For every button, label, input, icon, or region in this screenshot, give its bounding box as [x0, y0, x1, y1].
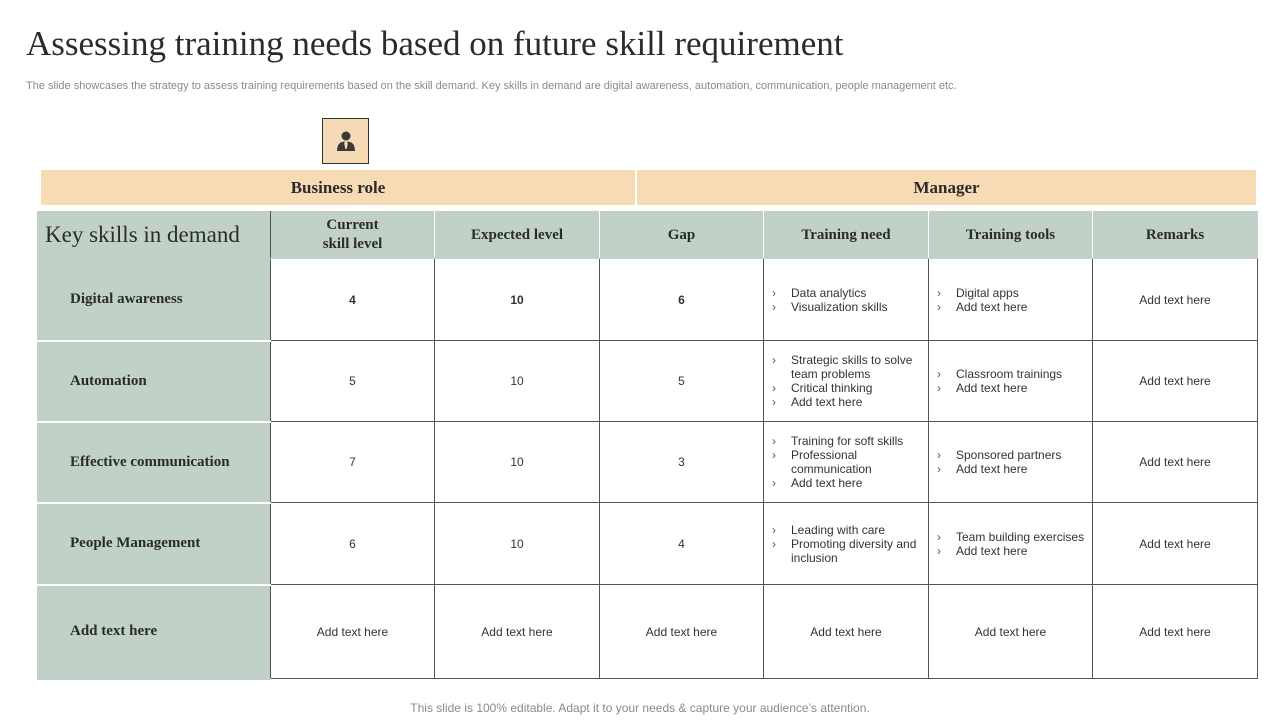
- training-tools: Add text here: [929, 585, 1093, 679]
- training-tools: [929, 422, 1093, 503]
- slide-footer: This slide is 100% editable. Adapt it to your needs & capture your audience’s attention.: [410, 701, 870, 715]
- column-header-current-skill-label: Current skill level: [322, 217, 383, 252]
- training-tools: [929, 341, 1093, 422]
- training-tool-item: › Add text here: [937, 462, 1086, 476]
- business-role-label: Business role: [41, 170, 637, 205]
- skill-name: Automation: [38, 341, 271, 422]
- training-need: Add text here: [764, 585, 929, 679]
- expected-level: 10: [435, 341, 600, 422]
- column-header-training-need: Training need: [764, 212, 929, 259]
- column-header-training-tools: Training tools: [929, 212, 1093, 259]
- gap-value: Add text here: [600, 585, 764, 679]
- training-need-item: › Visualization skills: [772, 300, 922, 314]
- table-row: [38, 259, 1258, 341]
- gap-value: 5: [600, 341, 764, 422]
- skill-name: Add text here: [38, 585, 271, 679]
- training-need-item: › Strategic skills to solve team problems: [772, 353, 922, 381]
- training-need-item: › Professional communication: [772, 448, 922, 476]
- column-header-current-skill: [271, 212, 435, 259]
- current-level: 7: [271, 422, 435, 503]
- training-need: [764, 503, 929, 585]
- expected-level: Add text here: [435, 585, 600, 679]
- current-level: 5: [271, 341, 435, 422]
- column-header-expected-level: Expected level: [435, 212, 600, 259]
- current-level: 4: [271, 259, 435, 341]
- skill-name: Digital awareness: [38, 259, 271, 341]
- column-header-key-skills: Key skills in demand: [38, 212, 271, 259]
- column-header-gap: Gap: [600, 212, 764, 259]
- expected-level: 10: [435, 422, 600, 503]
- table-row: [38, 503, 1258, 585]
- training-need-item: › Critical thinking: [772, 381, 922, 395]
- gap-value: 3: [600, 422, 764, 503]
- training-need: [764, 259, 929, 341]
- skill-name: People Management: [38, 503, 271, 585]
- training-need-item: › Promoting diversity and inclusion: [772, 537, 922, 565]
- remarks: Add text here: [1093, 422, 1258, 503]
- skills-table: [37, 211, 1258, 680]
- table-row: [38, 422, 1258, 503]
- training-need-item: › Add text here: [772, 395, 922, 409]
- remarks: Add text here: [1093, 585, 1258, 679]
- training-tools: [929, 503, 1093, 585]
- training-tool-item: › Add text here: [937, 544, 1086, 558]
- gap-value: 6: [600, 259, 764, 341]
- expected-level: 10: [435, 503, 600, 585]
- training-need-item: › Add text here: [772, 476, 922, 490]
- table-header-row: [38, 212, 1258, 259]
- current-level: Add text here: [271, 585, 435, 679]
- training-tool-item: › Add text here: [937, 300, 1086, 314]
- remarks: Add text here: [1093, 259, 1258, 341]
- remarks: Add text here: [1093, 503, 1258, 585]
- training-tools: [929, 259, 1093, 341]
- icon-box: [322, 118, 369, 164]
- table-row: [38, 341, 1258, 422]
- training-need-item: › Training for soft skills: [772, 434, 922, 448]
- training-need: [764, 341, 929, 422]
- training-need-item: › Data analytics: [772, 286, 922, 300]
- gap-value: 4: [600, 503, 764, 585]
- manager-label: Manager: [913, 177, 980, 197]
- person-tie-icon: [335, 130, 357, 152]
- slide-subtitle: The slide showcases the strategy to assess training requirements based on the skill demand. Key skills in demand are digital awareness, automation, communication, people management etc.: [26, 80, 957, 92]
- training-tool-item: › Team building exercises: [937, 530, 1086, 544]
- current-level: 6: [271, 503, 435, 585]
- training-tool-item: › Add text here: [937, 381, 1086, 395]
- expected-level: 10: [435, 259, 600, 341]
- training-tool-item: › Sponsored partners: [937, 448, 1086, 462]
- training-need: [764, 422, 929, 503]
- training-tool-item: › Classroom trainings: [937, 367, 1086, 381]
- table-row: [38, 585, 1258, 679]
- column-header-remarks: Remarks: [1093, 212, 1258, 259]
- skill-name: Effective communication: [38, 422, 271, 503]
- remarks: Add text here: [1093, 341, 1258, 422]
- role-bar: [41, 170, 1256, 205]
- training-need-item: › Leading with care: [772, 523, 922, 537]
- slide-title: Assessing training needs based on future skill requirement: [26, 24, 844, 63]
- training-tool-item: › Digital apps: [937, 286, 1086, 300]
